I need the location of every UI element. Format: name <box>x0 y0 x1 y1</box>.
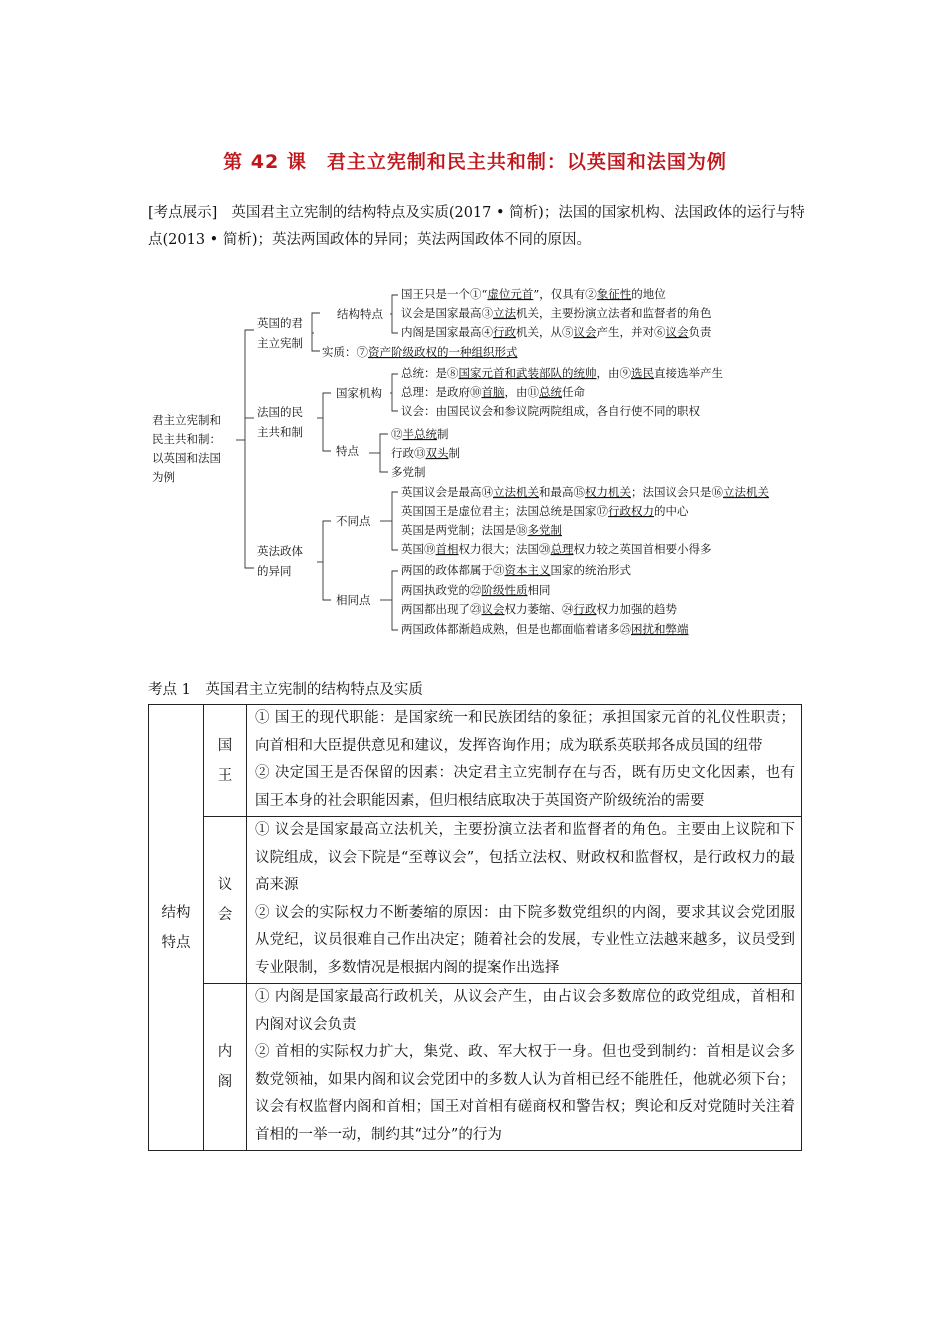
uk-essence: 实质：⑦资产阶级政权的一种组织形式 <box>322 345 518 359</box>
leaf-15: 两国执政党的㉒阶级性质相同 <box>401 583 551 597</box>
tree-root-line: 君主立宪制和 <box>152 413 221 427</box>
leaf-9: 多党制 <box>391 465 426 479</box>
branch-fr: 法国的民 <box>257 405 303 419</box>
leaf-10: 英国议会是最高⑭立法机关和最高⑮权力机关；法国议会只是⑯立法机关 <box>401 485 769 499</box>
row-label: 国王 <box>217 737 233 784</box>
leaf-12: 英国是两党制；法国是⑱多党制 <box>401 523 562 537</box>
tree-root-line: 民主共和制： <box>152 432 221 446</box>
cmp-diff: 不同点 <box>336 514 371 528</box>
leaf-16: 两国都出现了㉓议会权力萎缩、㉔行政权力加强的趋势 <box>401 602 677 616</box>
leaf-11: 英国国王是虚位君主；法国总统是国家⑰行政权力的中心 <box>401 504 689 518</box>
row-label-cell <box>204 705 247 817</box>
structure-table <box>148 704 802 1151</box>
group-label: 结构特点 <box>161 904 191 951</box>
exam-points-text: 英国君主立宪制的结构特点及实质(2017 • 简析)；法国的国家机构、法国政体的运行与特点(2013 • 简析)；英法两国政体的异同；英法两国政体不同的原因。 <box>148 205 805 248</box>
leaf-3: 内阁是国家最高④行政机关，从⑤议会产生，并对⑥议会负责 <box>401 325 712 339</box>
branch-uk: 英国的君 <box>257 316 303 330</box>
leaf-6: 议会：由国民议会和参议院两院组成，各自行使不同的职权 <box>401 404 700 418</box>
leaf-5: 总理：是政府⑩首脑，由⑪总统任命 <box>401 385 585 399</box>
tree-root-line: 为例 <box>152 470 175 484</box>
cmp-same: 相同点 <box>336 593 371 607</box>
table-row <box>149 817 802 984</box>
leaf-2: 议会是国家最高③立法机关，主要扮演立法者和监督者的角色 <box>401 306 712 320</box>
section-title: 考点 1 英国君主立宪制的结构特点及实质 <box>148 682 423 698</box>
uk-structure: 结构特点 <box>337 307 383 321</box>
leaf-1: 国王只是一个①“虚位元首”，仅具有②象征性的地位 <box>401 287 666 301</box>
branch-uk: 主立宪制 <box>257 336 303 350</box>
row-content: ① 内阁是国家最高行政机关，从议会产生，由占议会多数席位的政党组成，首相和内阁对议会负责 ② 首相的实际权力扩大，集党、政、军大权于一身。但也受到制约：首相是议会多数党领袖，如果内阁和议会党团中的多数人认为首相已经不能胜任，他就必须下台；议会有权监督内阁和首相；国王对首相有磋商权和警告权；舆论和反对党随时关注着首相的一举一动，制约其“过分”的行为 <box>247 984 802 1151</box>
row-label-cell <box>204 984 247 1151</box>
row-label-cell <box>204 817 247 984</box>
row-label: 内阁 <box>217 1044 233 1090</box>
leaf-7: ⑫半总统制 <box>391 427 449 441</box>
row-content: ① 议会是国家最高立法机关，主要扮演立法者和监督者的角色。主要由上议院和下议院组成，议会下院是“至尊议会”，包括立法权、财政权和监督权，是行政权力的最高来源 ② 议会的实际权力不断萎缩的原因：由下院多数党组织的内阁，要求其议会党团服从党纪，议员很难自己作出决定；随着社会的发展，专业性立法越来越多，议员受到专业限制，多数情况是根据内阁的提案作出选择 <box>247 817 802 984</box>
leaf-17: 两国政体都渐趋成熟，但是也都面临着诸多㉕困扰和弊端 <box>401 622 689 636</box>
group-label-cell <box>149 705 204 1151</box>
branch-compare: 的异同 <box>257 564 292 578</box>
exam-points-intro <box>148 200 808 254</box>
tree-root-line: 以英国和法国 <box>152 451 221 465</box>
lesson-title: 第 42 课 君主立宪制和民主共和制：以英国和法国为例 <box>223 151 727 173</box>
leaf-8: 行政⑬双头制 <box>391 446 460 460</box>
leaf-14: 两国的政体都属于㉑资本主义国家的统治形式 <box>401 563 631 577</box>
fr-features: 特点 <box>336 444 359 458</box>
branch-fr: 主共和制 <box>257 425 303 439</box>
table-row <box>149 984 802 1151</box>
leaf-4: 总统：是⑧国家元首和武装部队的统帅，由⑨选民直接选举产生 <box>401 366 723 380</box>
table-row <box>149 705 802 817</box>
row-content: ① 国王的现代职能：是国家统一和民族团结的象征；承担国家元首的礼仪性职责；向首相和大臣提供意见和建议，发挥咨询作用；成为联系英联邦各成员国的纽带 ② 决定国王是否保留的因素：决定君主立宪制存在与否，既有历史文化因素，也有国王本身的社会职能因素，但归根结底取决于英国资产阶级统治的需要 <box>247 705 802 817</box>
exam-points-tag: [考点展示] <box>148 205 218 221</box>
row-label: 议会 <box>217 877 233 923</box>
branch-compare: 英法政体 <box>257 544 303 558</box>
fr-organs: 国家机构 <box>336 386 382 400</box>
leaf-13: 英国⑲首相权力很大；法国⑳总理权力较之英国首相要小得多 <box>401 542 712 556</box>
